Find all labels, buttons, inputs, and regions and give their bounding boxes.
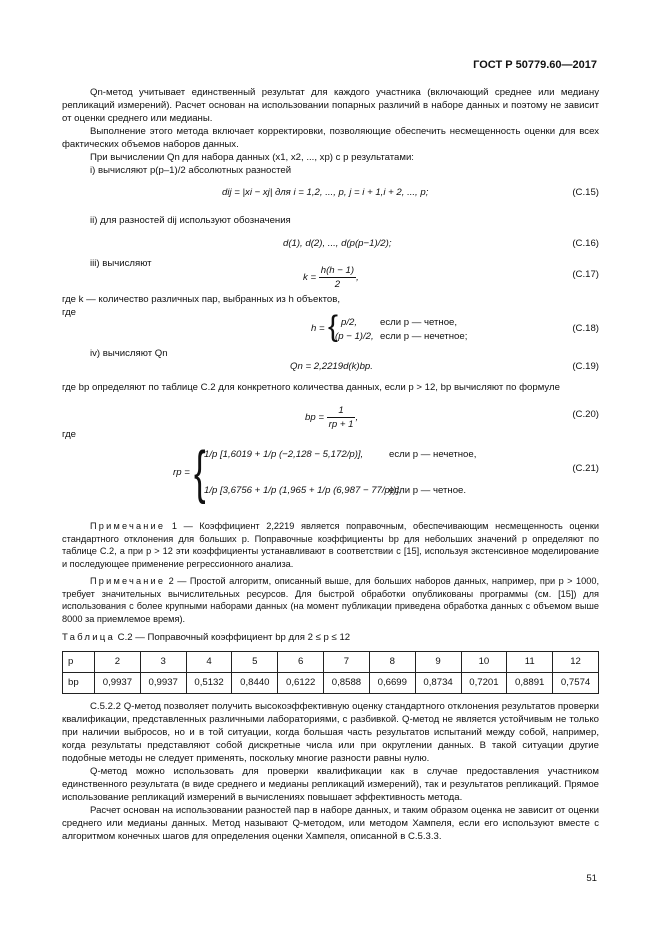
equation-c21-row2-condition: если p — четное.	[389, 485, 467, 496]
equation-c21-row1: 1/p [1,6019 + 1/p (−2,128 − 5,172/p)],	[204, 449, 364, 460]
step-4-block	[62, 347, 599, 360]
table-caption	[62, 631, 599, 644]
intro-paragraph-3: При вычислении Qn для набора данных (x1, x2, ..., xp) с p результатами:	[90, 152, 414, 164]
table-cell: 0,5132	[186, 673, 232, 694]
equation-c17-fraction	[319, 264, 356, 291]
note-1	[62, 520, 599, 570]
equation-c18-row2-value: (p − 1)/2,	[335, 331, 374, 342]
intro-paragraph-1: Qn-метод учитывает единственный результат для каждого участника (включающий среднее или медиану репликаций измерений). Расчет основан на использовании попарных различий в наборе данных и поэтому не зависит от оценки среднего или медианы.	[62, 87, 599, 125]
note-2-text: 2 — Простой алгоритм, описанный выше, для больших наборов данных, например, при p > 1000, требует значительных вычислительных ресурсов. Для быстрой обработки опубликованы программы (см. [15]) для использования с более крупными наборами данных (на момент публикации приведена обработка данных с объемом выше 8000 за приемлемое время).	[62, 576, 599, 624]
table-cell: 0,7574	[553, 673, 599, 694]
note-2-label: Примечание	[90, 576, 166, 587]
table-cell: 11	[507, 652, 553, 673]
equation-c16-body: d(1), d(2), ..., d(p(p−1)/2);	[283, 238, 392, 249]
step-1: i) вычисляют p(p–1)/2 абсолютных разностей	[90, 165, 292, 177]
table-cell: 0,6122	[278, 673, 324, 694]
equation-c19	[62, 360, 599, 376]
table-cell: 5	[232, 652, 278, 673]
table-cell: 0,9937	[140, 673, 186, 694]
left-brace-icon: {	[328, 310, 339, 343]
table-cell: 0,8440	[232, 673, 278, 694]
table-caption-text: С.2 — Поправочный коэффициент bp для 2 ≤ p ≤ 12	[115, 632, 351, 643]
table-cell: 0,6699	[369, 673, 415, 694]
section-block	[62, 700, 599, 844]
equation-c17-number: (C.17)	[572, 269, 599, 280]
where-k-text: где k — количество различных пар, выбранных из h объектов,	[62, 294, 341, 305]
table-row-p	[63, 652, 599, 673]
table-cell: 2	[95, 652, 141, 673]
equation-c21	[62, 440, 599, 508]
step-2-block	[62, 214, 599, 227]
notes-block	[62, 520, 599, 625]
equation-c18-lhs: h =	[311, 323, 325, 334]
bp-text: где bp определяют по таблице С.2 для конкретного количества данных, если p > 12, bp вычисляют по формуле	[62, 382, 560, 393]
equation-c20-denominator: rp + 1	[328, 419, 354, 431]
equation-c16-number: (C.16)	[572, 238, 599, 249]
correction-table	[62, 651, 599, 694]
equation-c16	[62, 237, 599, 253]
where-label: где	[62, 307, 77, 319]
table-cell: 8	[369, 652, 415, 673]
table-cell: 9	[415, 652, 461, 673]
equation-c18-row1-condition: если p — четное,	[380, 317, 458, 328]
equation-c17-numerator: h(h − 1)	[319, 264, 356, 278]
equation-c19-body: Qn = 2,2219d(k)bp.	[290, 361, 373, 372]
step-2: ii) для разностей dij используют обозначения	[90, 215, 291, 226]
equation-c15	[62, 186, 599, 202]
equation-c21-number: (C.21)	[572, 463, 599, 474]
equation-c18-number: (C.18)	[572, 323, 599, 334]
table-cell: 3	[140, 652, 186, 673]
table-cell: 4	[186, 652, 232, 673]
note-1-label: Примечание	[90, 521, 166, 531]
table-row-bp	[63, 673, 599, 694]
table-row-p-label: p	[63, 652, 95, 673]
standard-header: ГОСТ Р 50779.60—2017	[473, 59, 597, 71]
equation-c17: k = $\frac{h(h - 1)}{2}$ , (C.17)	[303, 265, 599, 291]
bp-text-block	[62, 381, 599, 394]
equation-c17-denominator: 2	[334, 279, 341, 291]
left-brace-icon: {	[194, 440, 206, 505]
table-cell: 0,7201	[461, 673, 507, 694]
equation-c21-row2: 1/p [3,6756 + 1/p (1,965 + 1/p (6,987 − 77/p))],	[204, 485, 402, 496]
equation-c20-number: (C.20)	[572, 409, 599, 420]
equation-c18-row1-value: p/2,	[341, 317, 358, 328]
step-4: iv) вычисляют Qn	[90, 348, 168, 359]
equation-c15-number: (C.15)	[572, 187, 599, 198]
equation-c20-lhs: bp =	[305, 412, 324, 424]
table-cell: 0,8588	[324, 673, 370, 694]
equation-c20: bp = $\frac{1}{rp + 1}$ , (C.20)	[305, 405, 599, 431]
equation-c15-body: dij = |xi − xj| для i = 1,2, ..., p, j = i + 1,i + 2, ..., p;	[222, 187, 429, 198]
equation-c19-number: (C.19)	[572, 361, 599, 372]
equation-c17-lhs: k =	[303, 272, 317, 284]
equation-c18-row2-condition: если p — нечетное;	[380, 331, 468, 342]
note-2	[62, 575, 599, 625]
table-cell: 10	[461, 652, 507, 673]
equation-c20-numerator: 1	[327, 404, 356, 418]
note-1-text: 1 — Коэффициент 2,2219 является поправочным, обеспечивающим несмещенность оценки стандартного отклонения для больших p. Поправочные коэффициенты bp для небольших значений p определяют по таблице С.2, а при p > 12 эти коэффициенты устанавливают в соответствии с [15], используя экстенсивное моделирование и последующее применение регрессионного анализа.	[62, 521, 599, 569]
table-cell: 0,8734	[415, 673, 461, 694]
where2-label: где	[62, 429, 77, 440]
page-number: 51	[586, 873, 597, 884]
equation-c21-row1-condition: если p — нечетное,	[389, 449, 477, 460]
table-caption-label: Таблица	[62, 632, 116, 643]
table-row-bp-label: bp	[63, 673, 95, 694]
intro-paragraph-2: Выполнение этого метода включает корректировки, позволяющие обеспечить несмещенность оценки для всех фактических объемов наборов данных.	[62, 126, 599, 151]
table-cell: 12	[553, 652, 599, 673]
table-cell: 7	[324, 652, 370, 673]
table-cell: 6	[278, 652, 324, 673]
section-paragraph-2: Q-метод можно использовать для проверки квалификации как в случае предоставления участником единственного результата (в виде среднего и медианы репликаций измерений), так и результатов репликаций. Прямое использование репликаций измерений в вычислениях повышает эффективность метода.	[62, 766, 599, 804]
table-cell: 0,8891	[507, 673, 553, 694]
intro-block	[62, 86, 599, 177]
step-3: iii) вычисляют	[90, 258, 152, 269]
section-paragraph-1: С.5.2.2 Q-метод позволяет получить высокоэффективную оценку стандартного отклонения результатов проверки квалификации, представленных различными лабораториями, с разбивкой. Q-метод не является устойчивым не только при наличии выбросов, но и в той ситуации, когда большая часть результатов испытаний между собой, например, когда результаты представляют собой дискретные числа или при округлении данных. В такой ситуации другие подобные методы не следует применять, поскольку многие разности равны нулю.	[62, 701, 599, 765]
table-cell: 0,9937	[95, 673, 141, 694]
equation-c21-lhs: rp =	[173, 467, 190, 478]
section-paragraph-3: Расчет основан на использовании разностей пар в наборе данных, и таким образом оценка не зависит от оценки среднего или медианы данных. Метод называют Q-методом, или методом Хампеля, если его используют вместе с алгоритмом конечных шагов для определения оценки Хампеля, описанной в С.5.3.3.	[62, 805, 599, 843]
